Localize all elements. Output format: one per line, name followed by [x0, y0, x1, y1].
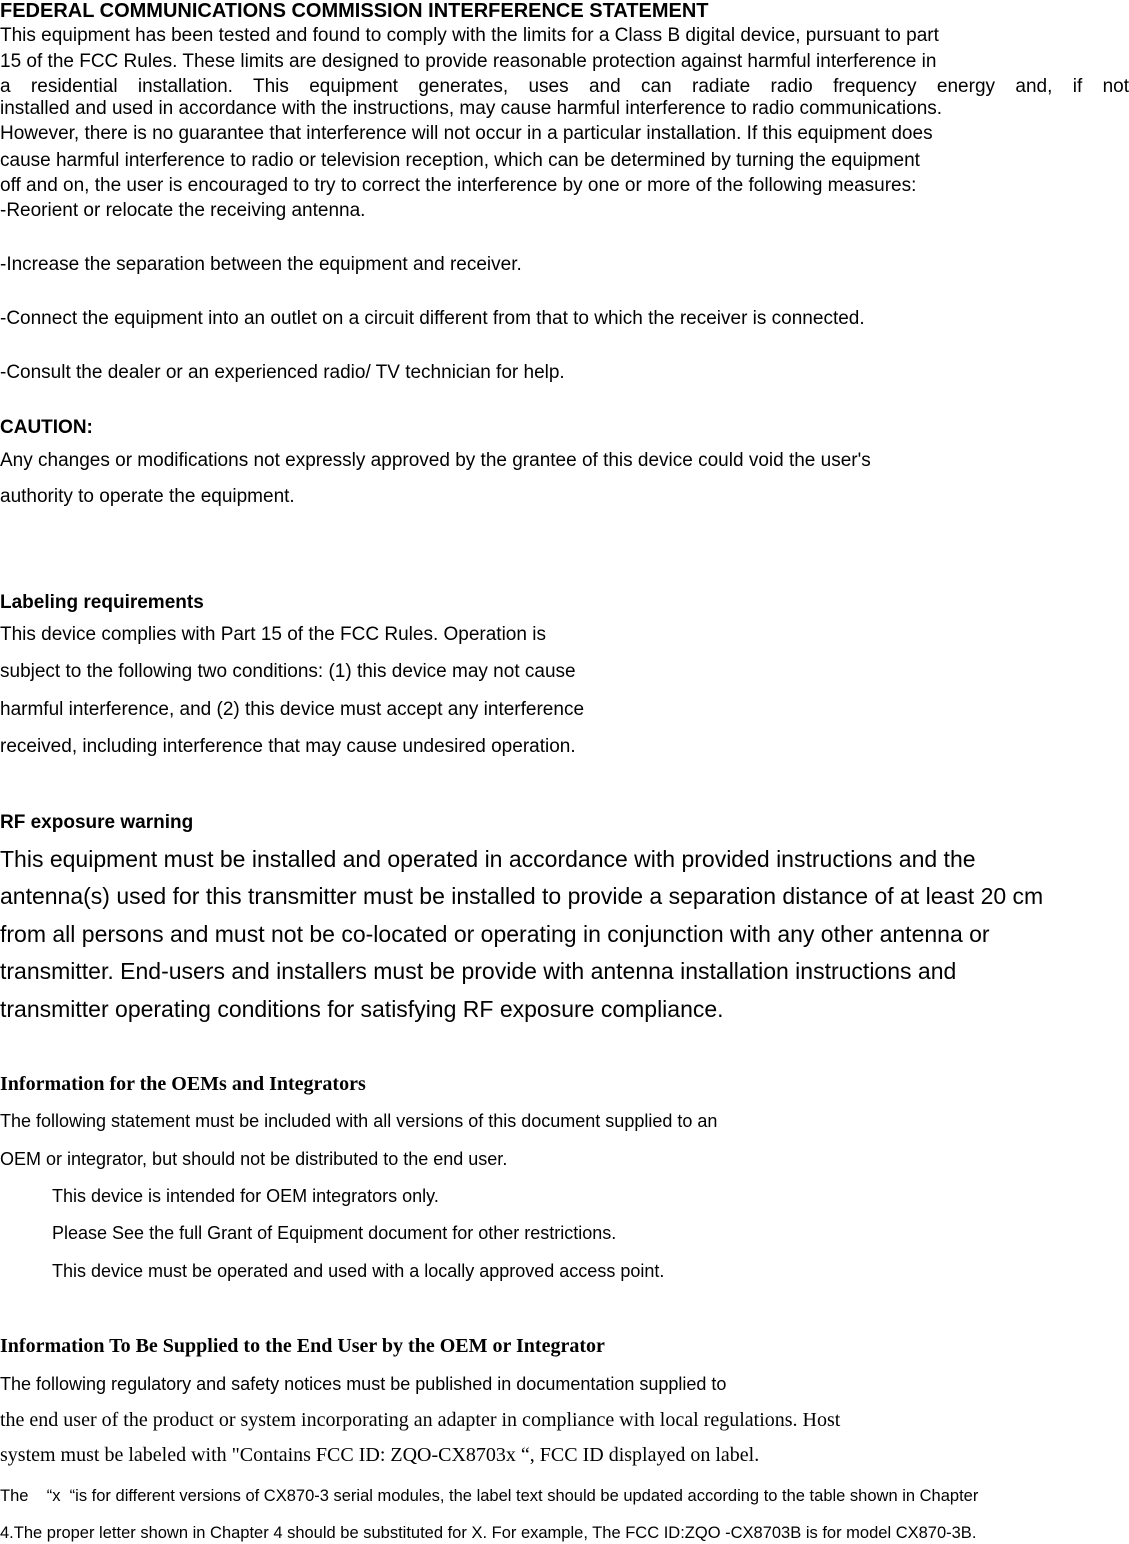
labeling-heading: Labeling requirements	[0, 592, 204, 613]
labeling-line: subject to the following two conditions: (1) this device may not cause	[0, 661, 576, 682]
rf-line: transmitter operating conditions for satisfying RF exposure compliance.	[0, 996, 724, 1022]
fcc-line: installed and used in accordance with the instructions, may cause harmful interference to radio communications.	[0, 98, 943, 119]
fcc-measure: -Increase the separation between the equipment and receiver.	[0, 254, 522, 275]
caution-line: authority to operate the equipment.	[0, 486, 295, 507]
fcc-line: This equipment has been tested and found to comply with the limits for a Class B digital device, pursuant to part	[0, 25, 939, 46]
rf-line: This equipment must be installed and operated in accordance with provided instructions and the	[0, 846, 976, 872]
enduser-intro: The following regulatory and safety notices must be published in documentation supplied to	[0, 1374, 727, 1394]
oem-heading: Information for the OEMs and Integrators	[0, 1073, 366, 1095]
labeling-line: received, including interference that may cause undesired operation.	[0, 736, 576, 757]
fcc-line: 15 of the FCC Rules. These limits are designed to provide reasonable protection against harmful interference in	[0, 51, 937, 72]
caution-line: Any changes or modifications not expressly approved by the grantee of this device could void the user's	[0, 450, 871, 471]
enduser-note-line: The “x “is for different versions of CX870-3 serial modules, the label text should be updated according to the table shown in Chapter	[0, 1487, 979, 1505]
oem-indented-line: Please See the full Grant of Equipment document for other restrictions.	[52, 1223, 617, 1243]
fcc-line: cause harmful interference to radio or television reception, which can be determined by turning the equipment	[0, 150, 920, 171]
labeling-line: harmful interference, and (2) this device must accept any interference	[0, 699, 585, 720]
oem-line: OEM or integrator, but should not be distributed to the end user.	[0, 1149, 508, 1169]
fcc-measure: -Connect the equipment into an outlet on a circuit different from that to which the receiver is connected.	[0, 308, 865, 329]
enduser-heading: Information To Be Supplied to the End User by the OEM or Integrator	[0, 1335, 605, 1357]
fcc-heading: FEDERAL COMMUNICATIONS COMMISSION INTERFERENCE STATEMENT	[0, 0, 709, 22]
fcc-line: a residential installation. This equipment generates, uses and can radiate radio frequency energy and, if not	[0, 76, 1129, 97]
fcc-line: However, there is no guarantee that interference will not occur in a particular installation. If this equipment does	[0, 123, 933, 144]
labeling-line: This device complies with Part 15 of the FCC Rules. Operation is	[0, 624, 546, 645]
caution-heading: CAUTION:	[0, 417, 93, 438]
rf-line: transmitter. End-users and installers must be provide with antenna installation instructions and	[0, 958, 957, 984]
rf-line: antenna(s) used for this transmitter must be installed to provide a separation distance of at least 20 cm	[0, 883, 1044, 909]
enduser-serif-line: system must be labeled with "Contains FCC ID: ZQO-CX8703x “, FCC ID displayed on label.	[0, 1444, 760, 1466]
fcc-line: off and on, the user is encouraged to try to correct the interference by one or more of the following measures:	[0, 175, 917, 196]
enduser-serif-line: the end user of the product or system incorporating an adapter in compliance with local regulations. Host	[0, 1409, 841, 1431]
rf-line: from all persons and must not be co-located or operating in conjunction with any other antenna or	[0, 921, 990, 947]
oem-indented-line: This device must be operated and used with a locally approved access point.	[52, 1261, 665, 1281]
rf-heading: RF exposure warning	[0, 812, 194, 833]
enduser-note-line: 4.The proper letter shown in Chapter 4 should be substituted for X. For example, The FCC ID:ZQO -CX8703B is for model CX870-3B.	[0, 1524, 977, 1542]
fcc-measure: -Reorient or relocate the receiving antenna.	[0, 200, 366, 221]
fcc-measure: -Consult the dealer or an experienced radio/ TV technician for help.	[0, 362, 565, 383]
oem-line: The following statement must be included with all versions of this document supplied to an	[0, 1111, 718, 1131]
oem-indented-line: This device is intended for OEM integrators only.	[52, 1186, 439, 1206]
